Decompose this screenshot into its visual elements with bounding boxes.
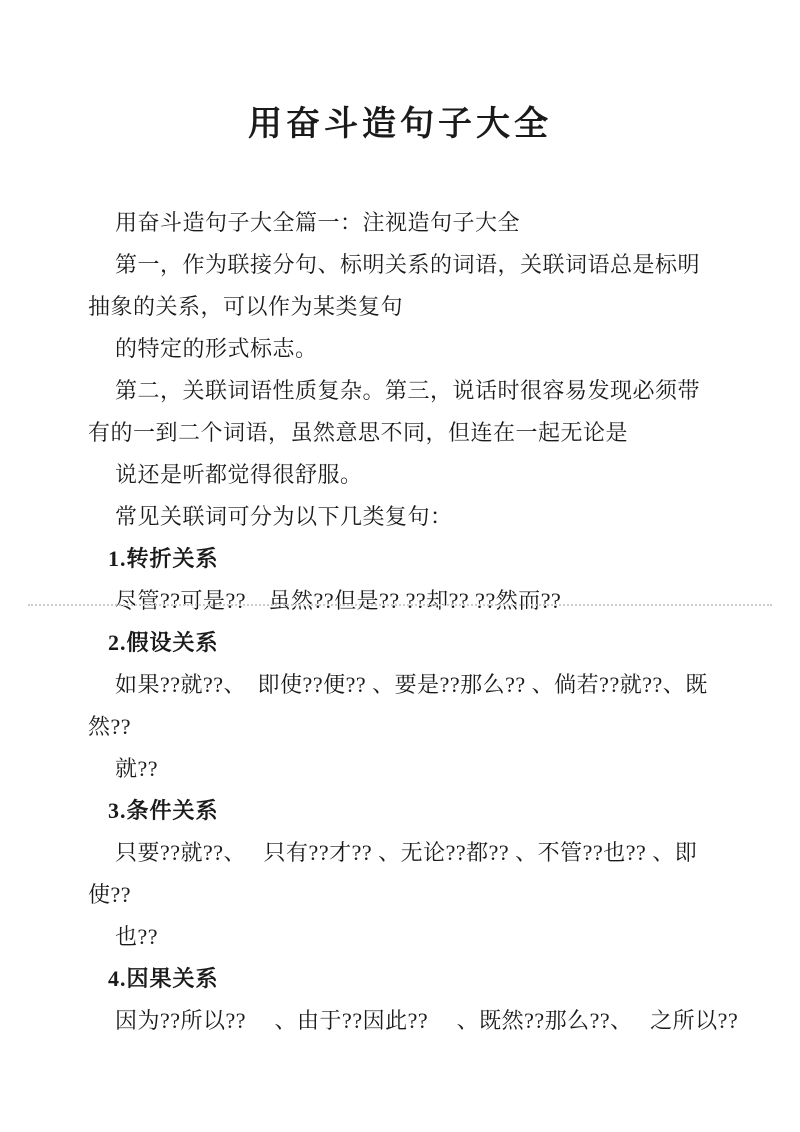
text-line: 抽象的关系，可以作为某类复句 [88, 294, 404, 319]
text-line: 常见关联词可分为以下几类复句： [115, 504, 453, 529]
text-line: 的特定的形式标志。 [115, 336, 318, 361]
page-title: 用奋斗造句子大全 [248, 106, 552, 143]
section-heading: 4.因果关系 [108, 966, 219, 991]
text-line: 有的一到二个词语，虽然意思不同，但连在一起无论是 [88, 420, 629, 445]
text-line: 第二，关联词语性质复杂。第三，说话时很容易发现必须带 [115, 378, 701, 403]
text-line: 因为??所以?? 、由于??因此?? 、既然??那么??、 之所以?? [115, 1008, 739, 1033]
text-line: 用奋斗造句子大全篇一：注视造句子大全 [115, 210, 521, 235]
section-heading: 3.条件关系 [108, 798, 219, 823]
text-line: 只要??就??、 只有??才?? 、无论??都?? 、不管??也?? 、即 [115, 840, 698, 865]
section-heading: 2.假设关系 [108, 630, 219, 655]
text-line: 尽管??可是?? 虽然??但是?? ??却?? ??然而?? [115, 588, 562, 613]
section-heading: 1.转折关系 [108, 546, 219, 571]
text-line: 使?? [88, 882, 132, 907]
text-line: 如果??就??、 即使??便?? 、要是??那么?? 、倘若??就??、既 [115, 672, 708, 697]
text-line: 说还是听都觉得很舒服。 [115, 462, 363, 487]
text-line: 然?? [88, 714, 132, 739]
text-line: 也?? [115, 924, 159, 949]
text-line: 就?? [115, 756, 159, 781]
document-lines [88, 202, 739, 1042]
text-line: 第一，作为联接分句、标明关系的词语，关联词语总是标明 [115, 252, 701, 277]
